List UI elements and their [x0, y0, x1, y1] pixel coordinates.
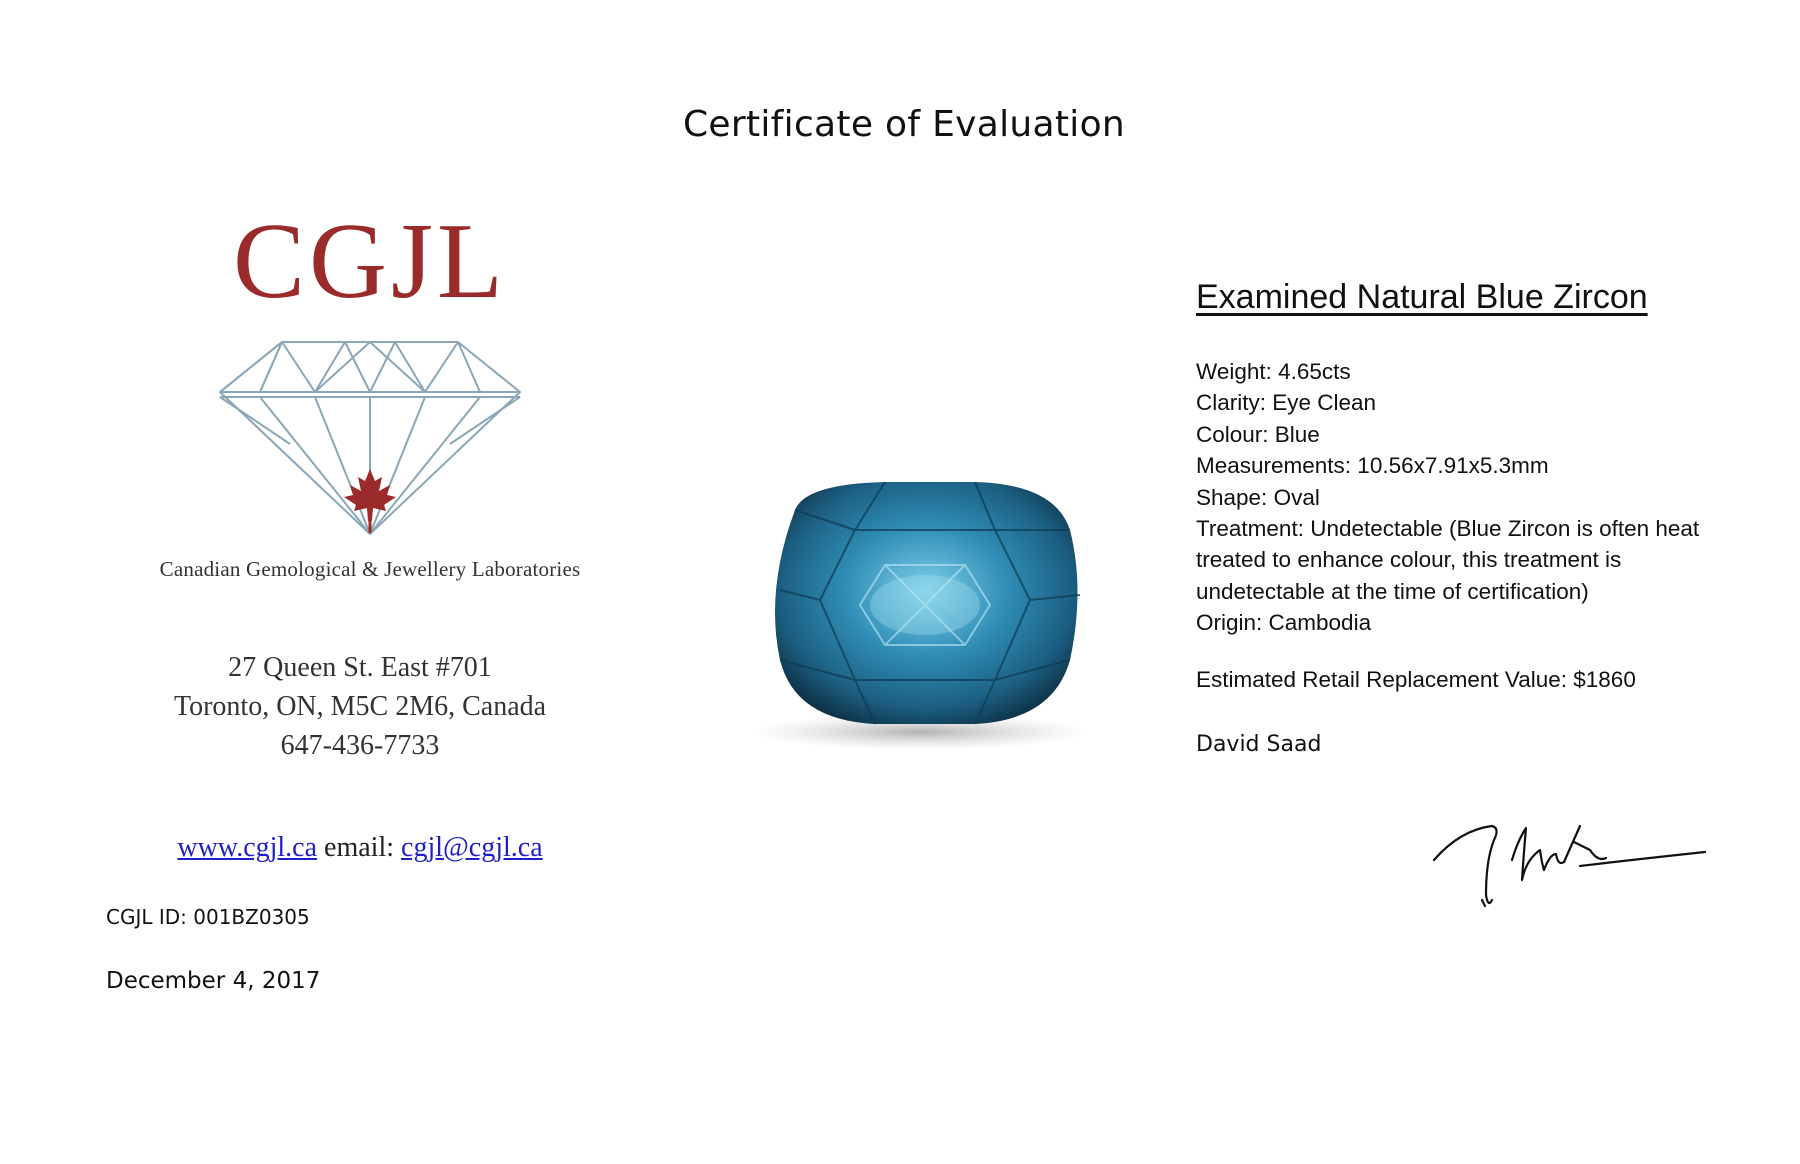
- clarity-line: Clarity: Eye Clean: [1196, 390, 1377, 416]
- email-link[interactable]: cgjl@cgjl.ca: [401, 832, 543, 863]
- stone-details: [1196, 356, 1716, 639]
- maple-leaf-icon: [344, 469, 396, 533]
- appraiser-name: David Saad: [1196, 732, 1322, 757]
- measurements-line: Measurements: 10.56x7.91x5.3mm: [1196, 453, 1549, 479]
- email-label: email:: [324, 832, 395, 863]
- certificate-date: December 4, 2017: [106, 968, 321, 994]
- blue-zircon-gem-image: [735, 470, 1095, 760]
- phone-number: 647-436-7733: [280, 730, 440, 761]
- replacement-value: Estimated Retail Replacement Value: $1860: [1196, 667, 1636, 692]
- lab-logo-text: CGJL: [232, 202, 508, 321]
- certificate-id: CGJL ID: 001BZ0305: [106, 905, 310, 929]
- lab-address: [110, 648, 610, 765]
- contact-line: [110, 832, 610, 864]
- shape-line: Shape: Oval: [1196, 484, 1320, 510]
- handwritten-signature: [1430, 820, 1710, 920]
- address-line-2: Toronto, ON, M5C 2M6, Canada: [173, 691, 547, 722]
- lab-name: Canadian Gemological & Jewellery Laboratories: [159, 557, 581, 581]
- diamond-logo-icon: [210, 334, 530, 544]
- weight-line: Weight: 4.65cts: [1196, 359, 1351, 384]
- address-line-1: 27 Queen St. East #701: [228, 652, 492, 683]
- treatment-line: Treatment: Undetectable (Blue Zircon is often heat treated to enhance colour, this treatment is undetectable at the time of certification): [1196, 516, 1700, 604]
- colour-line: Colour: Blue: [1196, 421, 1320, 447]
- origin-line: Origin: Cambodia: [1196, 610, 1372, 636]
- website-link[interactable]: www.cgjl.ca: [177, 832, 318, 863]
- page-title: Certificate of Evaluation: [682, 104, 1126, 145]
- stone-heading: Examined Natural Blue Zircon: [1196, 278, 1648, 316]
